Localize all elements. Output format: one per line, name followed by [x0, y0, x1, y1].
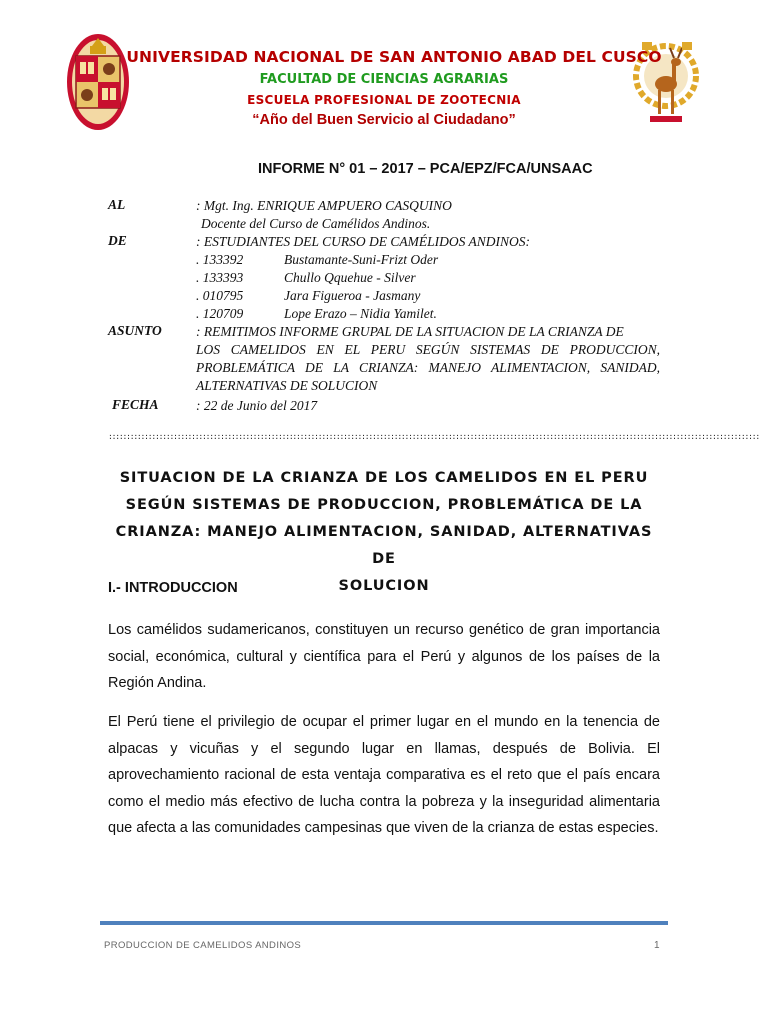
asunto-line: ALTERNATIVAS DE SOLUCION: [196, 378, 378, 393]
year-motto: “Año del Buen Servicio al Ciudadano”: [252, 112, 516, 128]
footer-rule: [100, 921, 668, 925]
student-code: . 010795: [196, 288, 244, 303]
paragraph-2: El Perú tiene el privilegio de ocupar el primer lugar en el mundo en la tenencia de alpacas y vicuñas y el segundo lugar en llamas, después de Bolivia. El aprovechamiento racional de esta ventaja comparativa es el reto que el país encara como el medio más efectivo de lucha contra la pobreza y la inseguridad alimentaria que afecta a las comunidades campesinas que viven de la crianza de estas especies.: [108, 714, 660, 836]
student-name: Lope Erazo – Nidia Yamilet.: [284, 306, 437, 321]
asunto-line: LOS CAMELIDOS EN EL PERU SEGÚN SISTEMAS DE PRODUCCION,: [196, 342, 660, 357]
student-code: . 133393: [196, 270, 244, 285]
al-label: AL: [108, 197, 126, 212]
footer-text: PRODUCCION DE CAMELIDOS ANDINOS: [104, 940, 302, 951]
document-title-line: CRIANZA: MANEJO ALIMENTACION, SANIDAD, ALTERNATIVAS DE: [115, 524, 653, 567]
al-line-1: : Mgt. Ing. ENRIQUE AMPUERO CASQUINO: [196, 198, 452, 213]
document-title-line: SOLUCION: [338, 578, 430, 594]
al-line-2: Docente del Curso de Camélidos Andinos.: [201, 216, 431, 231]
paragraph-1: Los camélidos sudamericanos, constituyen un recurso genético de gran importancia social, económica, cultural y científica para el Perú y algunos de los países de la Región Andina.: [108, 622, 660, 691]
section-heading: I.- INTRODUCCION: [108, 580, 238, 596]
university-name: UNIVERSIDAD NACIONAL DE SAN ANTONIO ABAD DEL CUSCO: [126, 48, 662, 66]
student-name: Jara Figueroa - Jasmany: [284, 288, 421, 303]
report-title: INFORME N° 01 – 2017 – PCA/EPZ/FCA/UNSAAC: [258, 161, 593, 177]
faculty-name: FACULTAD DE CIENCIAS AGRARIAS: [259, 72, 509, 87]
document-title-line: SITUACION DE LA CRIANZA DE LOS CAMELIDOS EN EL PERU: [119, 470, 649, 486]
asunto-line: : REMITIMOS INFORME GRUPAL DE LA SITUACION DE LA CRIANZA DE: [196, 324, 624, 339]
page-number: 1: [654, 940, 660, 951]
de-label: DE: [108, 233, 127, 248]
asunto-line: PROBLEMÁTICA DE LA CRIANZA: MANEJO ALIMENTACION, SANIDAD,: [196, 360, 660, 375]
student-name: Chullo Qquehue - Silver: [284, 270, 416, 285]
fecha-label: FECHA: [112, 397, 159, 412]
separator-line: ::::::::::::::::::::::::::::::::::::::::::::::::::::::::::::::::::::::::::::::::::::::::::::::::::::::::::::::::::::::::::::::::::::::::::::::::::::::::::::::::::::::::::::::::::::: [108, 432, 759, 441]
student-code: . 133392: [196, 252, 244, 267]
document-title-line: SEGÚN SISTEMAS DE PRODUCCION, PROBLEMÁTICA DE LA: [125, 497, 643, 513]
de-line-1: : ESTUDIANTES DEL CURSO DE CAMÉLIDOS ANDINOS:: [196, 234, 530, 249]
student-code: . 120709: [196, 306, 244, 321]
fecha-value: : 22 de Junio del 2017: [196, 398, 318, 413]
school-name: ESCUELA PROFESIONAL DE ZOOTECNIA: [247, 93, 521, 107]
student-name: Bustamante-Suni-Frizt Oder: [284, 252, 439, 267]
asunto-label: ASUNTO: [108, 323, 162, 338]
